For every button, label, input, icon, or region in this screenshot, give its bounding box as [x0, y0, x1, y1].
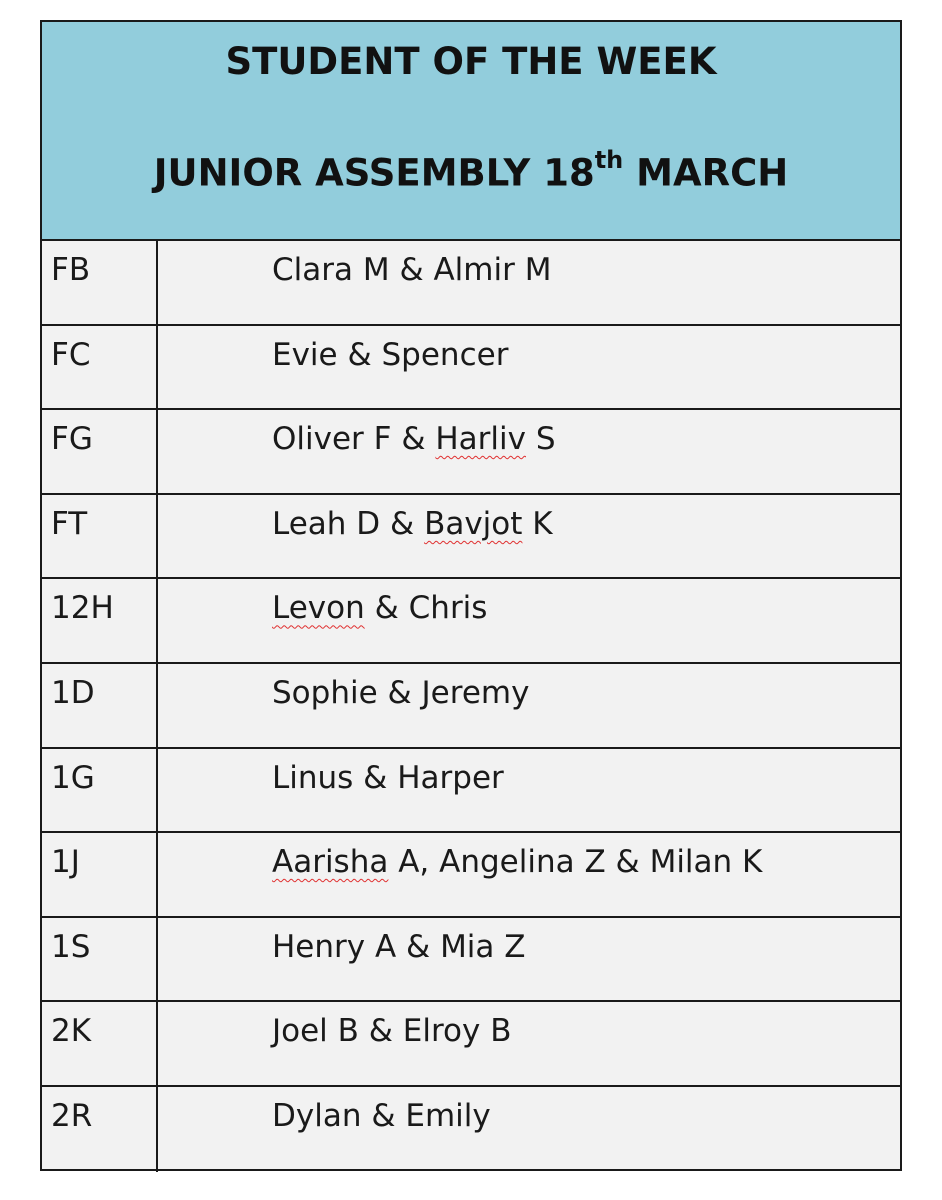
table-body	[42, 241, 900, 1172]
names-cell	[272, 337, 508, 373]
names-cell	[272, 1098, 491, 1134]
names-cell	[272, 760, 504, 796]
names-cell	[272, 675, 529, 711]
names-cell	[272, 506, 553, 542]
names-text: Leah D &	[272, 505, 425, 542]
names-text: Dylan & Emily	[272, 1097, 491, 1134]
names-text: Clara M & Almir M	[272, 252, 552, 288]
table-row	[42, 664, 900, 749]
subtitle-month: MARCH	[623, 151, 789, 195]
table-row	[42, 1002, 900, 1087]
names-cell	[272, 421, 556, 457]
class-cell: FG	[42, 410, 158, 493]
names-text: Oliver F &	[272, 421, 436, 458]
class-cell: FC	[42, 326, 158, 409]
subtitle-text: JUNIOR ASSEMBLY 18	[153, 151, 595, 195]
names-text: Evie & Spencer	[272, 336, 509, 373]
table-row	[42, 579, 900, 664]
names-text: & Chris	[364, 590, 488, 627]
table-row	[42, 749, 900, 834]
names-text: Henry A & Mia Z	[272, 928, 526, 965]
table-row	[42, 1087, 900, 1172]
names-text: Sophie & Jeremy	[272, 674, 530, 711]
class-cell: 2K	[42, 1002, 158, 1085]
names-cell	[272, 929, 526, 965]
names-cell	[272, 590, 487, 626]
class-cell: 1D	[42, 664, 158, 747]
class-cell: 2R	[42, 1087, 158, 1172]
names-text: K	[522, 505, 553, 542]
class-cell: 1G	[42, 749, 158, 832]
class-cell: 1S	[42, 918, 158, 1001]
table-row	[42, 833, 900, 918]
names-text: A, Angelina Z & Milan K	[388, 844, 763, 881]
table-row	[42, 326, 900, 411]
header-subtitle	[42, 146, 900, 195]
class-cell: FB	[42, 241, 158, 324]
table-row	[42, 241, 900, 326]
subtitle-ordinal-suffix: th	[594, 146, 624, 174]
spellcheck-flagged-word: Aarisha	[272, 844, 389, 881]
names-cell	[272, 252, 551, 288]
names-text: S	[525, 421, 556, 458]
student-of-the-week-table	[40, 20, 902, 1171]
spellcheck-flagged-word: Harliv	[435, 421, 526, 458]
spellcheck-flagged-word: Bavjot	[424, 505, 523, 542]
names-text: Linus & Harper	[272, 759, 504, 796]
class-cell: FT	[42, 495, 158, 578]
class-cell: 12H	[42, 579, 158, 662]
table-row	[42, 495, 900, 580]
names-cell	[272, 844, 762, 880]
header-title: STUDENT OF THE WEEK	[225, 40, 717, 83]
table-row	[42, 918, 900, 1003]
names-text: Joel B & Elroy B	[272, 1013, 512, 1050]
table-row	[42, 410, 900, 495]
table-header	[42, 22, 900, 241]
names-cell	[272, 1013, 512, 1049]
spellcheck-flagged-word: Levon	[272, 590, 365, 627]
class-cell: 1J	[42, 833, 158, 916]
